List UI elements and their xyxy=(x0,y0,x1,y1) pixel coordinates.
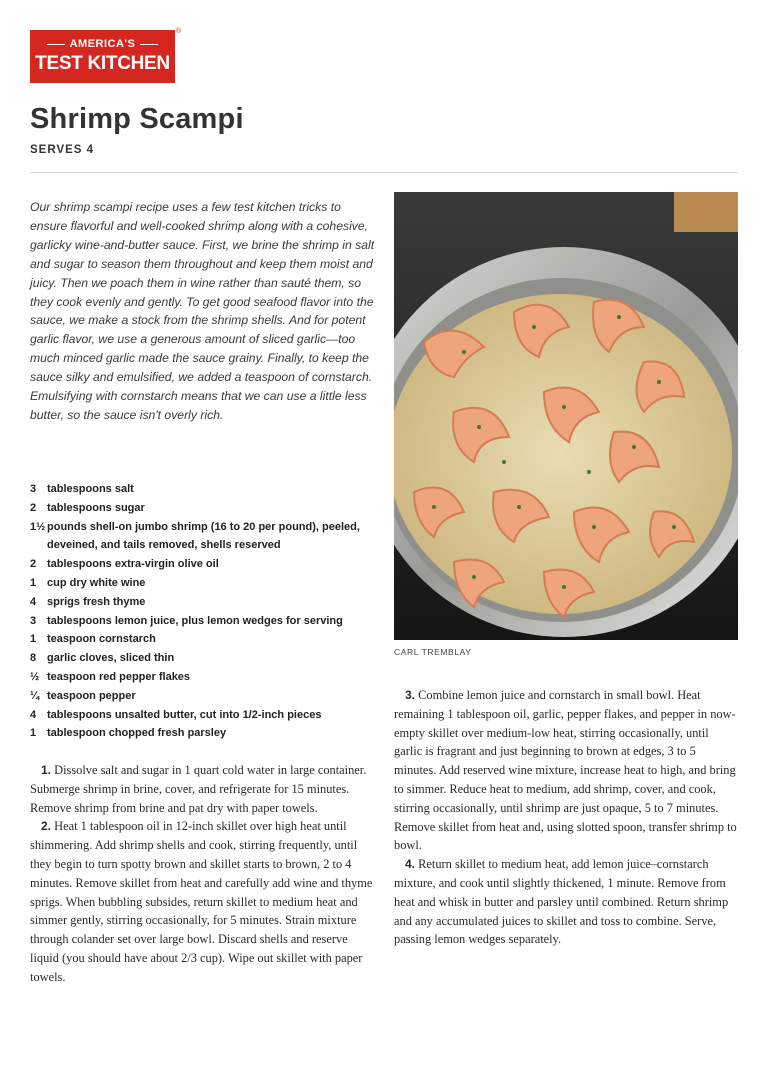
ingredient-qty: 8 xyxy=(30,652,37,665)
registered-mark: ® xyxy=(176,28,182,35)
ingredient-qty: 1 xyxy=(30,576,37,589)
ingredient-qty: 1½ xyxy=(30,520,46,533)
step-paragraph xyxy=(394,686,739,855)
header-divider xyxy=(30,172,738,173)
ingredient-qty: 4 xyxy=(30,595,37,608)
step-text: Dissolve salt and sugar in 1 quart cold water in large container. Submerge shrimp in brine, cover, and refrigerate for 15 minutes. Remove shrimp from brine and pat dry with paper towels. xyxy=(30,763,367,815)
ingredient-text: tablespoons lemon juice, plus lemon wedges for serving xyxy=(47,614,343,627)
step-paragraph xyxy=(30,761,375,817)
ingredient-qty: 1 xyxy=(30,727,37,740)
ingredient-item xyxy=(30,630,375,649)
ingredient-text: tablespoons salt xyxy=(47,483,134,495)
brand-line1: AMERICA'S xyxy=(69,38,136,50)
step-text: Combine lemon juice and cornstarch in small bowl. Heat remaining 1 tablespoon oil, garlic, pepper flakes, and pepper in now-empty skillet over medium-low heat, stirring occasionally, until garlic is fragrant and just beginning to brown at edges, 3 to 5 minutes. Add reserved wine mixture, increase heat to high, and bring to simmer. Reduce heat to medium, add shrimp, cover, and cook, stirring occasionally, until shrimp are just opaque, 5 to 7 minutes. Remove skillet from heat and, using slotted spoon, transfer shrimp to bowl. xyxy=(394,688,737,853)
ingredient-text: cup dry white wine xyxy=(47,576,146,589)
ingredient-text: teaspoon cornstarch xyxy=(47,633,156,646)
ingredient-text: tablespoons extra-virgin olive oil xyxy=(47,558,219,571)
brand-line2: TEST KITCHEN xyxy=(35,53,170,74)
ingredient-item xyxy=(30,724,375,743)
step-paragraph xyxy=(30,817,375,986)
ingredient-text: tablespoons unsalted butter, cut into 1/2-inch pieces xyxy=(47,708,322,721)
ingredient-item xyxy=(30,649,375,668)
dish-illustration xyxy=(394,192,738,640)
ingredient-item xyxy=(30,574,375,593)
ingredient-text: teaspoon pepper xyxy=(47,689,136,702)
ingredient-qty: ¼ xyxy=(30,689,40,702)
ingredient-qty: 3 xyxy=(30,483,37,495)
photo-credit: CARL TREMBLAY xyxy=(394,647,472,657)
ingredient-text: tablespoon chopped fresh parsley xyxy=(47,727,227,740)
brand-line1-row xyxy=(30,38,175,50)
step-number: 4. xyxy=(405,857,416,872)
ingredient-text: tablespoons sugar xyxy=(47,501,145,514)
ingredient-item xyxy=(30,612,375,631)
ingredient-item xyxy=(30,687,375,706)
step-paragraph xyxy=(394,855,739,949)
ingredient-list xyxy=(30,480,375,743)
step-number: 3. xyxy=(405,688,416,702)
ingredient-text: teaspoon red pepper flakes xyxy=(47,670,191,683)
ingredient-text: sprigs fresh thyme xyxy=(47,595,146,608)
ingredient-item xyxy=(30,668,375,687)
step-number: 2. xyxy=(41,819,52,834)
recipe-intro: Our shrimp scampi recipe uses a few test kitchen tricks to ensure flavorful and well-cooked shrimp along with a cohesive, garlicky wine-and-butter sauce. First, we brine the shrimp in salt and sugar to season them throughout and keep them moist and juicy. Then we poach them in wine rather than sauté them, so they cook evenly and gently. To get good seafood flavor into the sauce, we make a stock from the shrimp shells. And for potent garlic flavor, we use a generous amount of sliced garlic—too much minced garlic made the sauce grainy. Finally, to keep the sauce silky and emulsified, we added a teaspoon of cornstarch. Emulsifying with cornstarch means that we can use a little less butter, so the sauce isn't overly rich. xyxy=(30,200,375,422)
ingredient-text: pounds shell-on jumbo shrimp (16 to 20 per pound), peeled, deveined, and tails removed, shells reserved xyxy=(47,520,360,552)
shrimp-scampi-photo xyxy=(394,192,738,640)
brand-logo xyxy=(30,30,175,83)
ingredient-item xyxy=(30,480,375,499)
ingredient-qty: 2 xyxy=(30,558,37,571)
ingredient-qty: 1 xyxy=(30,633,37,646)
instructions-right-column xyxy=(394,686,739,949)
step-text: Return skillet to medium heat, add lemon juice–cornstarch mixture, and cook until slightly thickened, 1 minute. Remove from heat and whisk in butter and parsley until combined. Return shrimp and any accumulated juices to skillet and toss to combine. Serve, passing lemon wedges separately. xyxy=(394,857,729,947)
ingredient-item xyxy=(30,706,375,725)
serves-label: SERVES 4 xyxy=(30,144,95,156)
ingredient-item xyxy=(30,593,375,612)
ingredient-item xyxy=(30,555,375,574)
step-text: Heat 1 tablespoon oil in 12-inch skillet over high heat until shimmering. Add shrimp shells and cook, stirring frequently, until they begin to turn spotty brown and skillet starts to brown, 2 to 4 minutes. Remove skillet from heat and carefully add wine and thyme sprigs. When bubbling subsides, return skillet to medium heat and simmer gently, stirring occasionally, for 5 minutes. Strain mixture through colander set over large bowl. Discard shells and reserve liquid (you should have about 2/3 cup). Wipe out skillet with paper towels. xyxy=(30,819,373,984)
logo-rule-right xyxy=(140,44,158,45)
ingredient-text: garlic cloves, sliced thin xyxy=(47,652,175,665)
ingredient-qty: 3 xyxy=(30,614,37,627)
ingredient-qty: ½ xyxy=(30,670,40,683)
step-number: 1. xyxy=(41,763,52,777)
ingredient-item xyxy=(30,499,375,518)
ingredient-qty: 4 xyxy=(30,708,37,721)
ingredient-qty: 2 xyxy=(30,501,37,514)
recipe-title: Shrimp Scampi xyxy=(30,103,244,135)
logo-rule-left xyxy=(47,44,65,45)
ingredient-item xyxy=(30,518,375,556)
instructions-left-column xyxy=(30,761,375,987)
